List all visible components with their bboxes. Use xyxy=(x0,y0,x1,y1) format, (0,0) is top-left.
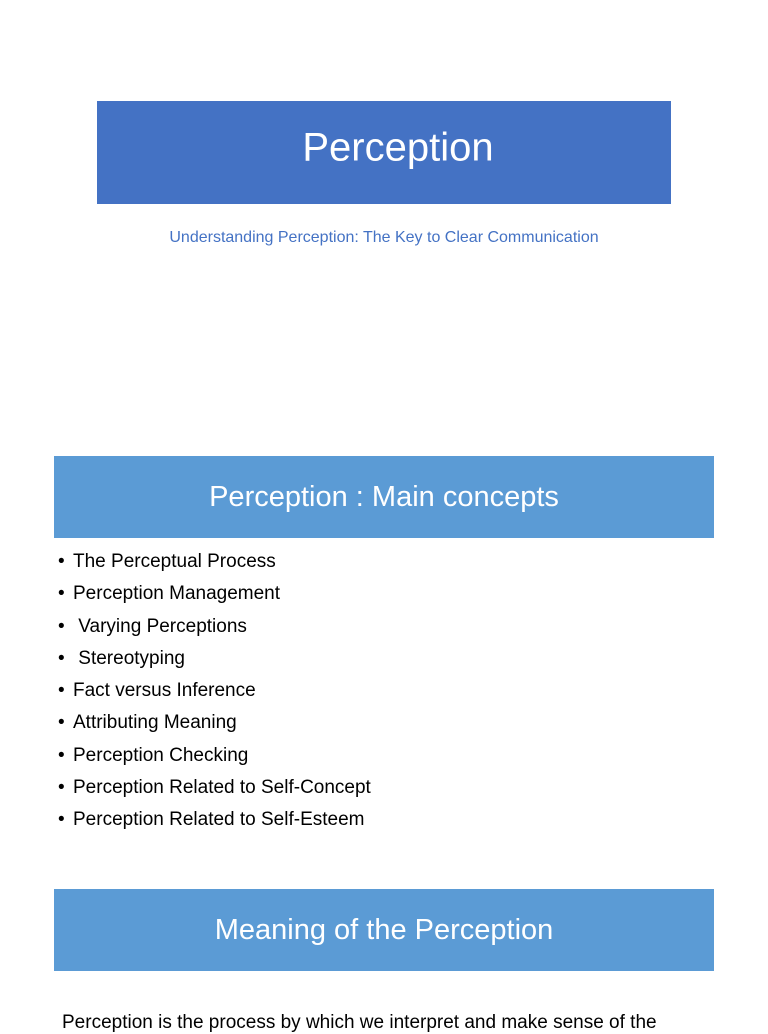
list-item-label: Perception Related to Self-Esteem xyxy=(73,809,365,831)
list-item xyxy=(58,643,371,675)
bullet-icon: • xyxy=(58,583,65,605)
list-item-label: Fact versus Inference xyxy=(73,680,256,702)
list-item xyxy=(58,804,371,836)
bullet-icon: • xyxy=(58,615,65,637)
list-item-label: Perception Checking xyxy=(73,744,249,766)
bullet-icon: • xyxy=(58,744,65,766)
section-banner-main-concepts xyxy=(54,456,714,538)
bullet-icon: • xyxy=(58,777,65,799)
list-item xyxy=(58,578,371,610)
list-item xyxy=(58,707,371,739)
bullet-icon: • xyxy=(58,712,65,734)
list-item-label: Perception Related to Self-Concept xyxy=(73,777,371,799)
section-heading-meaning: Meaning of the Perception xyxy=(214,913,554,946)
section-banner-meaning xyxy=(54,889,714,971)
list-item-label: Stereotyping xyxy=(73,647,185,669)
list-item xyxy=(58,546,371,578)
list-item-label: Varying Perceptions xyxy=(73,615,247,637)
bullet-icon: • xyxy=(58,647,65,669)
list-item-label: Perception Management xyxy=(73,583,281,605)
page-subtitle: Understanding Perception: The Key to Clear Communication xyxy=(169,229,599,246)
list-item-label: The Perceptual Process xyxy=(73,551,276,572)
page-title: Perception xyxy=(302,125,494,170)
list-item xyxy=(58,740,371,772)
list-item xyxy=(58,675,371,707)
concepts-list xyxy=(58,546,371,837)
bullet-icon: • xyxy=(58,809,65,831)
list-item xyxy=(58,772,371,804)
bullet-icon: • xyxy=(58,551,65,572)
section-heading-main-concepts: Perception : Main concepts xyxy=(209,480,559,513)
list-item-label: Attributing Meaning xyxy=(73,712,237,734)
bullet-icon: • xyxy=(58,680,65,702)
meaning-body-text: Perception is the process by which we interpret and make sense of the xyxy=(62,1012,657,1033)
list-item xyxy=(58,611,371,643)
